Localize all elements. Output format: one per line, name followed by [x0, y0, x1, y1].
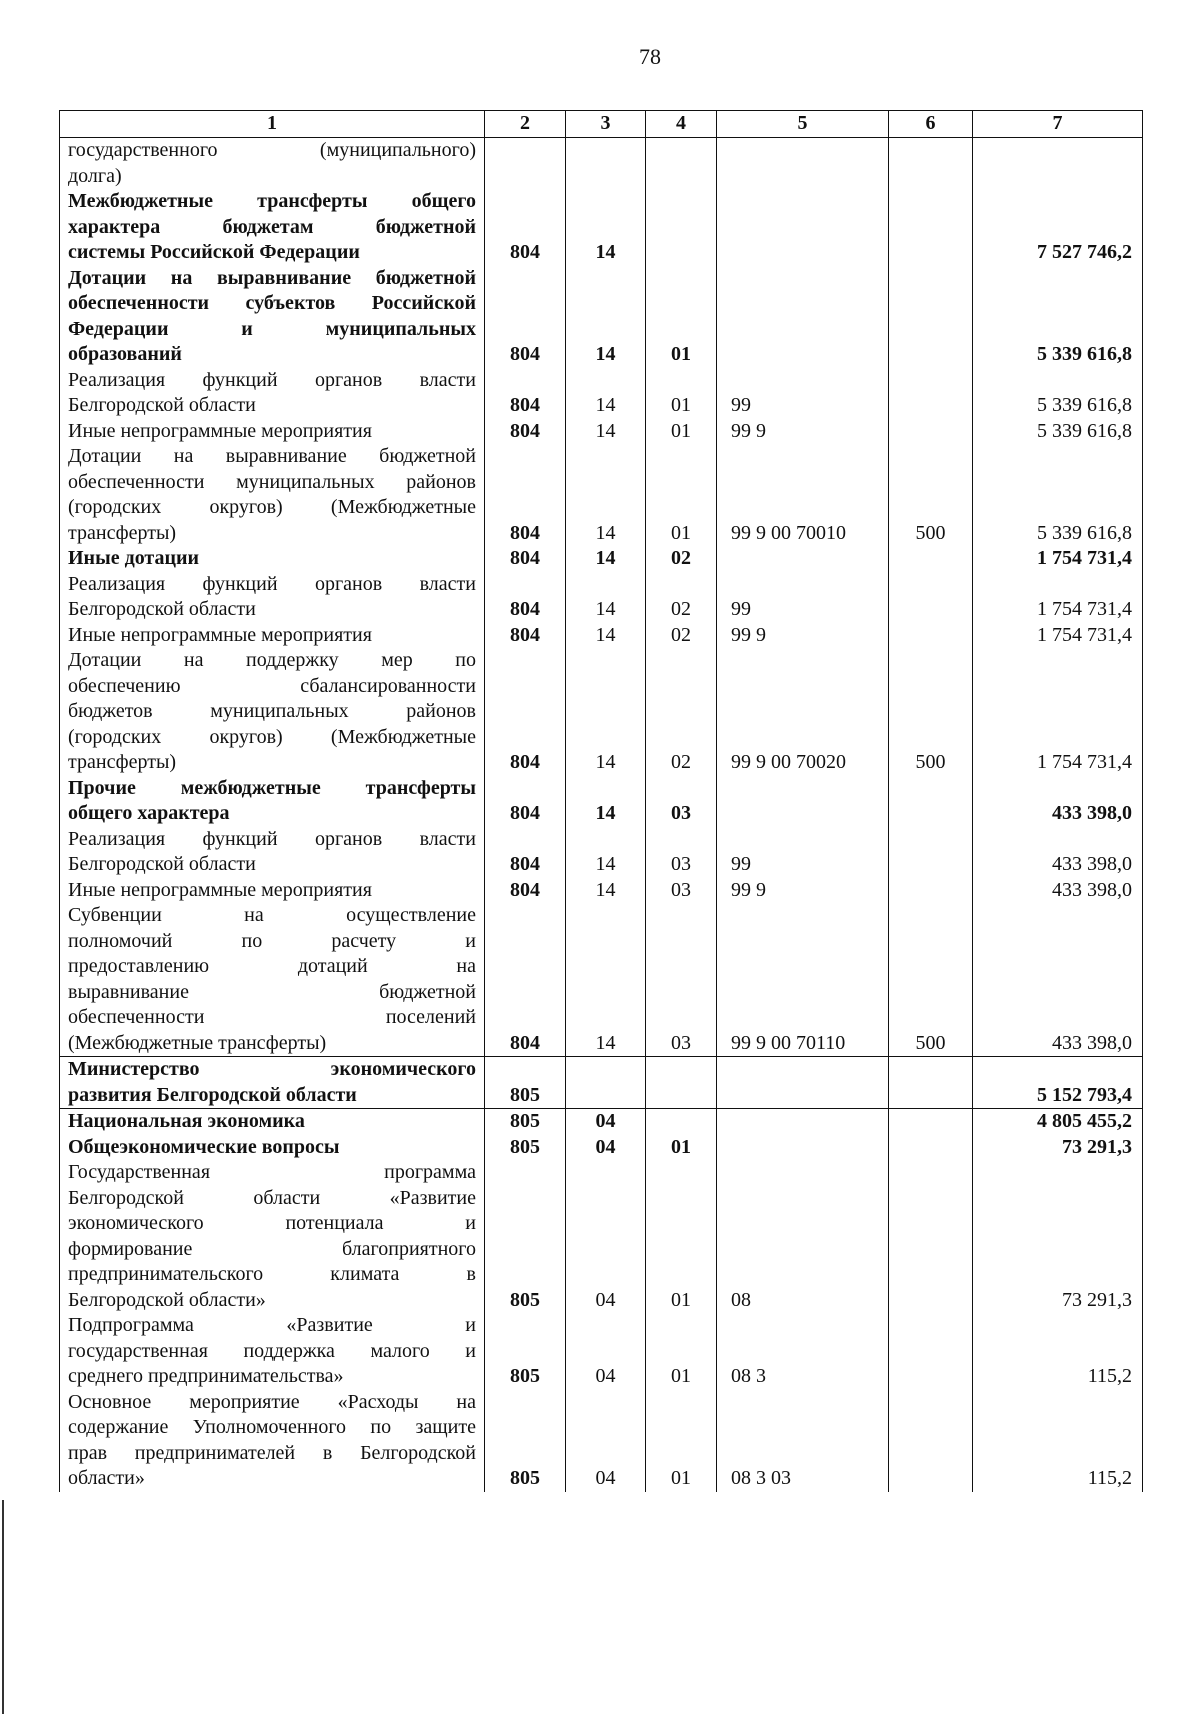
row-section-code: 14 [566, 546, 646, 572]
row-target-article [717, 1109, 889, 1135]
row-target-article [717, 138, 889, 190]
row-ministry-code: 804 [485, 444, 566, 546]
description-line: характера бюджетам бюджетной [68, 215, 476, 238]
description-line: государственная поддержка малого и [68, 1339, 476, 1362]
row-ministry-code: 804 [485, 368, 566, 419]
row-description [60, 827, 485, 878]
row-expense-type [889, 878, 973, 904]
row-amount: 5 339 616,8 [973, 419, 1143, 445]
description-line: Дотации на выравнивание бюджетной [68, 445, 476, 467]
row-target-article: 99 [717, 827, 889, 878]
row-target-article: 99 9 [717, 878, 889, 904]
row-target-article [717, 189, 889, 266]
row-description [60, 189, 485, 266]
row-expense-type [889, 1160, 973, 1313]
table-row [60, 1109, 1143, 1135]
row-description [60, 572, 485, 623]
row-ministry-code: 804 [485, 623, 566, 649]
col-header-1: 1 [60, 111, 485, 138]
row-ministry-code: 804 [485, 546, 566, 572]
row-section-code: 14 [566, 444, 646, 546]
row-description [60, 138, 485, 190]
description-line: системы Российской Федерации [68, 241, 360, 263]
row-expense-type [889, 1135, 973, 1161]
description-line: предоставлению дотаций на [68, 955, 476, 977]
description-line: образований [68, 343, 182, 365]
table-row [60, 138, 1143, 190]
table-row [60, 368, 1143, 419]
table-row [60, 1057, 1143, 1109]
description-line: Иные дотации [68, 547, 200, 569]
description-line: развития Белгородской области [68, 1083, 357, 1106]
row-section-code: 04 [566, 1313, 646, 1390]
description-line: обеспеченности субъектов Российской [68, 292, 476, 314]
row-amount: 1 754 731,4 [973, 623, 1143, 649]
row-section-code: 14 [566, 648, 646, 776]
table-body [60, 138, 1143, 1492]
col-header-6: 6 [889, 111, 973, 138]
budget-table [59, 110, 1143, 1492]
row-section-code [566, 138, 646, 190]
row-section-code: 14 [566, 419, 646, 445]
description-line: Национальная экономика [68, 1110, 305, 1132]
description-line: Подпрограмма «Развитие и [68, 1314, 476, 1336]
row-target-article: 08 3 [717, 1313, 889, 1390]
description-line: Министерство экономического [68, 1058, 476, 1080]
row-amount: 1 754 731,4 [973, 546, 1143, 572]
description-line: Белгородской области [68, 853, 256, 875]
row-target-article [717, 266, 889, 368]
row-amount: 73 291,3 [973, 1135, 1143, 1161]
row-description [60, 878, 485, 904]
table-row [60, 623, 1143, 649]
row-section-code [566, 1057, 646, 1109]
row-target-article: 99 9 [717, 419, 889, 445]
row-amount: 5 339 616,8 [973, 266, 1143, 368]
row-description [60, 903, 485, 1057]
description-line: Иные непрограммные мероприятия [68, 878, 372, 901]
row-subsection-code [646, 189, 717, 266]
table-row [60, 444, 1143, 546]
row-ministry-code: 804 [485, 827, 566, 878]
row-amount: 433 398,0 [973, 776, 1143, 827]
row-expense-type: 500 [889, 648, 973, 776]
description-line: прав предпринимателей в Белгородской [68, 1441, 476, 1464]
table-row [60, 903, 1143, 1057]
col-header-4: 4 [646, 111, 717, 138]
row-subsection-code: 03 [646, 903, 717, 1057]
description-line: Белгородской области [68, 394, 256, 416]
row-section-code: 14 [566, 903, 646, 1057]
row-description [60, 1057, 485, 1109]
col-header-7: 7 [973, 111, 1143, 138]
row-ministry-code: 804 [485, 266, 566, 368]
row-ministry-code: 805 [485, 1109, 566, 1135]
row-expense-type [889, 1109, 973, 1135]
row-expense-type [889, 1313, 973, 1390]
row-description [60, 776, 485, 827]
row-subsection-code: 01 [646, 1313, 717, 1390]
row-target-article [717, 546, 889, 572]
row-description [60, 266, 485, 368]
table-row [60, 189, 1143, 266]
row-section-code: 14 [566, 878, 646, 904]
row-subsection-code: 01 [646, 1390, 717, 1492]
row-section-code: 14 [566, 623, 646, 649]
row-amount: 1 754 731,4 [973, 572, 1143, 623]
row-subsection-code: 01 [646, 266, 717, 368]
table-row [60, 572, 1143, 623]
row-subsection-code: 03 [646, 827, 717, 878]
row-subsection-code: 03 [646, 776, 717, 827]
row-target-article [717, 1135, 889, 1161]
row-subsection-code: 02 [646, 546, 717, 572]
description-line: выравнивание бюджетной [68, 980, 476, 1003]
description-line: бюджетов муниципальных районов [68, 700, 476, 722]
description-line: Государственная программа [68, 1161, 476, 1183]
row-expense-type [889, 368, 973, 419]
description-line: Субвенции на осуществление [68, 904, 476, 926]
description-line: государственного (муниципального) [68, 139, 476, 161]
row-ministry-code: 805 [485, 1390, 566, 1492]
description-line: Межбюджетные трансферты общего [68, 190, 476, 212]
table-row [60, 1160, 1143, 1313]
row-section-code: 04 [566, 1160, 646, 1313]
table-row [60, 1313, 1143, 1390]
row-amount: 433 398,0 [973, 878, 1143, 904]
row-section-code: 04 [566, 1390, 646, 1492]
row-amount: 5 339 616,8 [973, 444, 1143, 546]
col-header-3: 3 [566, 111, 646, 138]
description-line: Иные непрограммные мероприятия [68, 419, 372, 442]
description-line: Общеэкономические вопросы [68, 1135, 340, 1158]
row-amount: 115,2 [973, 1390, 1143, 1492]
row-expense-type [889, 419, 973, 445]
row-amount: 5 152 793,4 [973, 1057, 1143, 1109]
row-ministry-code: 804 [485, 189, 566, 266]
row-expense-type [889, 138, 973, 190]
row-expense-type: 500 [889, 444, 973, 546]
row-description [60, 1135, 485, 1161]
row-amount: 4 805 455,2 [973, 1109, 1143, 1135]
row-section-code: 04 [566, 1109, 646, 1135]
row-subsection-code: 01 [646, 419, 717, 445]
row-section-code: 14 [566, 266, 646, 368]
description-line: формирование благоприятного [68, 1237, 476, 1260]
row-subsection-code: 03 [646, 878, 717, 904]
row-description [60, 1390, 485, 1492]
table-row [60, 1135, 1143, 1161]
description-line: Основное мероприятие «Расходы на [68, 1390, 476, 1413]
description-line: трансферты) [68, 521, 177, 544]
scan-margin-line [2, 1500, 4, 1714]
description-line: Дотации на поддержку мер по [68, 649, 476, 671]
row-description [60, 368, 485, 419]
row-target-article: 99 [717, 572, 889, 623]
description-line: обеспеченности муниципальных районов [68, 470, 476, 493]
description-line: общего характера [68, 802, 230, 824]
row-description [60, 648, 485, 776]
row-amount: 7 527 746,2 [973, 189, 1143, 266]
row-amount: 5 339 616,8 [973, 368, 1143, 419]
description-line: трансферты) [68, 751, 177, 773]
description-line: области» [68, 1467, 145, 1489]
table-row [60, 546, 1143, 572]
row-amount: 433 398,0 [973, 827, 1143, 878]
row-expense-type [889, 189, 973, 266]
row-subsection-code: 02 [646, 623, 717, 649]
row-ministry-code: 804 [485, 878, 566, 904]
description-line: Белгородской области [68, 598, 256, 620]
row-section-code: 14 [566, 189, 646, 266]
row-amount: 115,2 [973, 1313, 1143, 1390]
row-subsection-code: 02 [646, 572, 717, 623]
description-line: содержание Уполномоченного по защите [68, 1416, 476, 1438]
row-expense-type [889, 1390, 973, 1492]
row-ministry-code: 804 [485, 903, 566, 1057]
row-amount: 433 398,0 [973, 903, 1143, 1057]
row-target-article: 08 3 03 [717, 1390, 889, 1492]
description-line: Реализация функций органов власти [68, 572, 476, 595]
row-ministry-code [485, 138, 566, 190]
row-section-code: 14 [566, 776, 646, 827]
row-description [60, 1160, 485, 1313]
row-target-article: 99 [717, 368, 889, 419]
row-expense-type [889, 827, 973, 878]
description-line: долга) [68, 164, 122, 187]
row-description [60, 1313, 485, 1390]
row-target-article [717, 776, 889, 827]
col-header-2: 2 [485, 111, 566, 138]
row-expense-type [889, 546, 973, 572]
description-line: Дотации на выравнивание бюджетной [68, 266, 476, 289]
row-expense-type [889, 572, 973, 623]
description-line: предпринимательского климата в [68, 1263, 476, 1285]
table-row [60, 827, 1143, 878]
row-target-article: 99 9 00 70110 [717, 903, 889, 1057]
row-section-code: 14 [566, 368, 646, 419]
description-line: (городских округов) (Межбюджетные [68, 725, 476, 748]
row-expense-type [889, 1057, 973, 1109]
row-target-article: 99 9 [717, 623, 889, 649]
row-ministry-code: 804 [485, 572, 566, 623]
description-line: Реализация функций органов власти [68, 827, 476, 850]
row-ministry-code: 805 [485, 1057, 566, 1109]
row-description [60, 623, 485, 649]
row-target-article [717, 1057, 889, 1109]
table-row [60, 776, 1143, 827]
column-number-row [60, 111, 1143, 138]
row-expense-type [889, 266, 973, 368]
row-ministry-code: 804 [485, 648, 566, 776]
col-header-5: 5 [717, 111, 889, 138]
row-subsection-code: 01 [646, 444, 717, 546]
table-row [60, 878, 1143, 904]
row-expense-type [889, 776, 973, 827]
table-row [60, 648, 1143, 776]
description-line: (Межбюджетные трансферты) [68, 1031, 327, 1054]
row-target-article: 99 9 00 70010 [717, 444, 889, 546]
table-row [60, 266, 1143, 368]
row-ministry-code: 804 [485, 419, 566, 445]
row-ministry-code: 805 [485, 1313, 566, 1390]
page-number: 78 [639, 44, 661, 69]
description-line: экономического потенциала и [68, 1212, 476, 1234]
description-line: обеспечению сбалансированности [68, 674, 476, 697]
description-line: Федерации и муниципальных [68, 317, 476, 340]
row-target-article: 08 [717, 1160, 889, 1313]
budget-table-container [59, 110, 1142, 1492]
description-line: полномочий по расчету и [68, 929, 476, 952]
description-line: Белгородской области» [68, 1288, 266, 1311]
row-description [60, 546, 485, 572]
table-row [60, 419, 1143, 445]
row-subsection-code: 01 [646, 1160, 717, 1313]
row-section-code: 14 [566, 827, 646, 878]
description-line: Прочие межбюджетные трансферты [68, 776, 476, 799]
row-amount [973, 138, 1143, 190]
description-line: обеспеченности поселений [68, 1006, 476, 1028]
row-ministry-code: 805 [485, 1160, 566, 1313]
row-subsection-code [646, 1109, 717, 1135]
row-subsection-code [646, 138, 717, 190]
description-line: Белгородской области «Развитие [68, 1186, 476, 1209]
row-section-code: 14 [566, 572, 646, 623]
row-expense-type: 500 [889, 903, 973, 1057]
row-ministry-code: 804 [485, 776, 566, 827]
table-row [60, 1390, 1143, 1492]
description-line: (городских округов) (Межбюджетные [68, 496, 476, 518]
row-expense-type [889, 623, 973, 649]
description-line: Иные непрограммные мероприятия [68, 623, 372, 646]
row-subsection-code: 01 [646, 368, 717, 419]
row-amount: 73 291,3 [973, 1160, 1143, 1313]
row-subsection-code: 02 [646, 648, 717, 776]
description-line: Реализация функций органов власти [68, 368, 476, 391]
row-description [60, 1109, 485, 1135]
row-section-code: 04 [566, 1135, 646, 1161]
row-description [60, 444, 485, 546]
row-description [60, 419, 485, 445]
row-amount: 1 754 731,4 [973, 648, 1143, 776]
row-ministry-code: 805 [485, 1135, 566, 1161]
row-subsection-code [646, 1057, 717, 1109]
description-line: среднего предпринимательства» [68, 1365, 344, 1387]
row-subsection-code: 01 [646, 1135, 717, 1161]
row-target-article: 99 9 00 70020 [717, 648, 889, 776]
